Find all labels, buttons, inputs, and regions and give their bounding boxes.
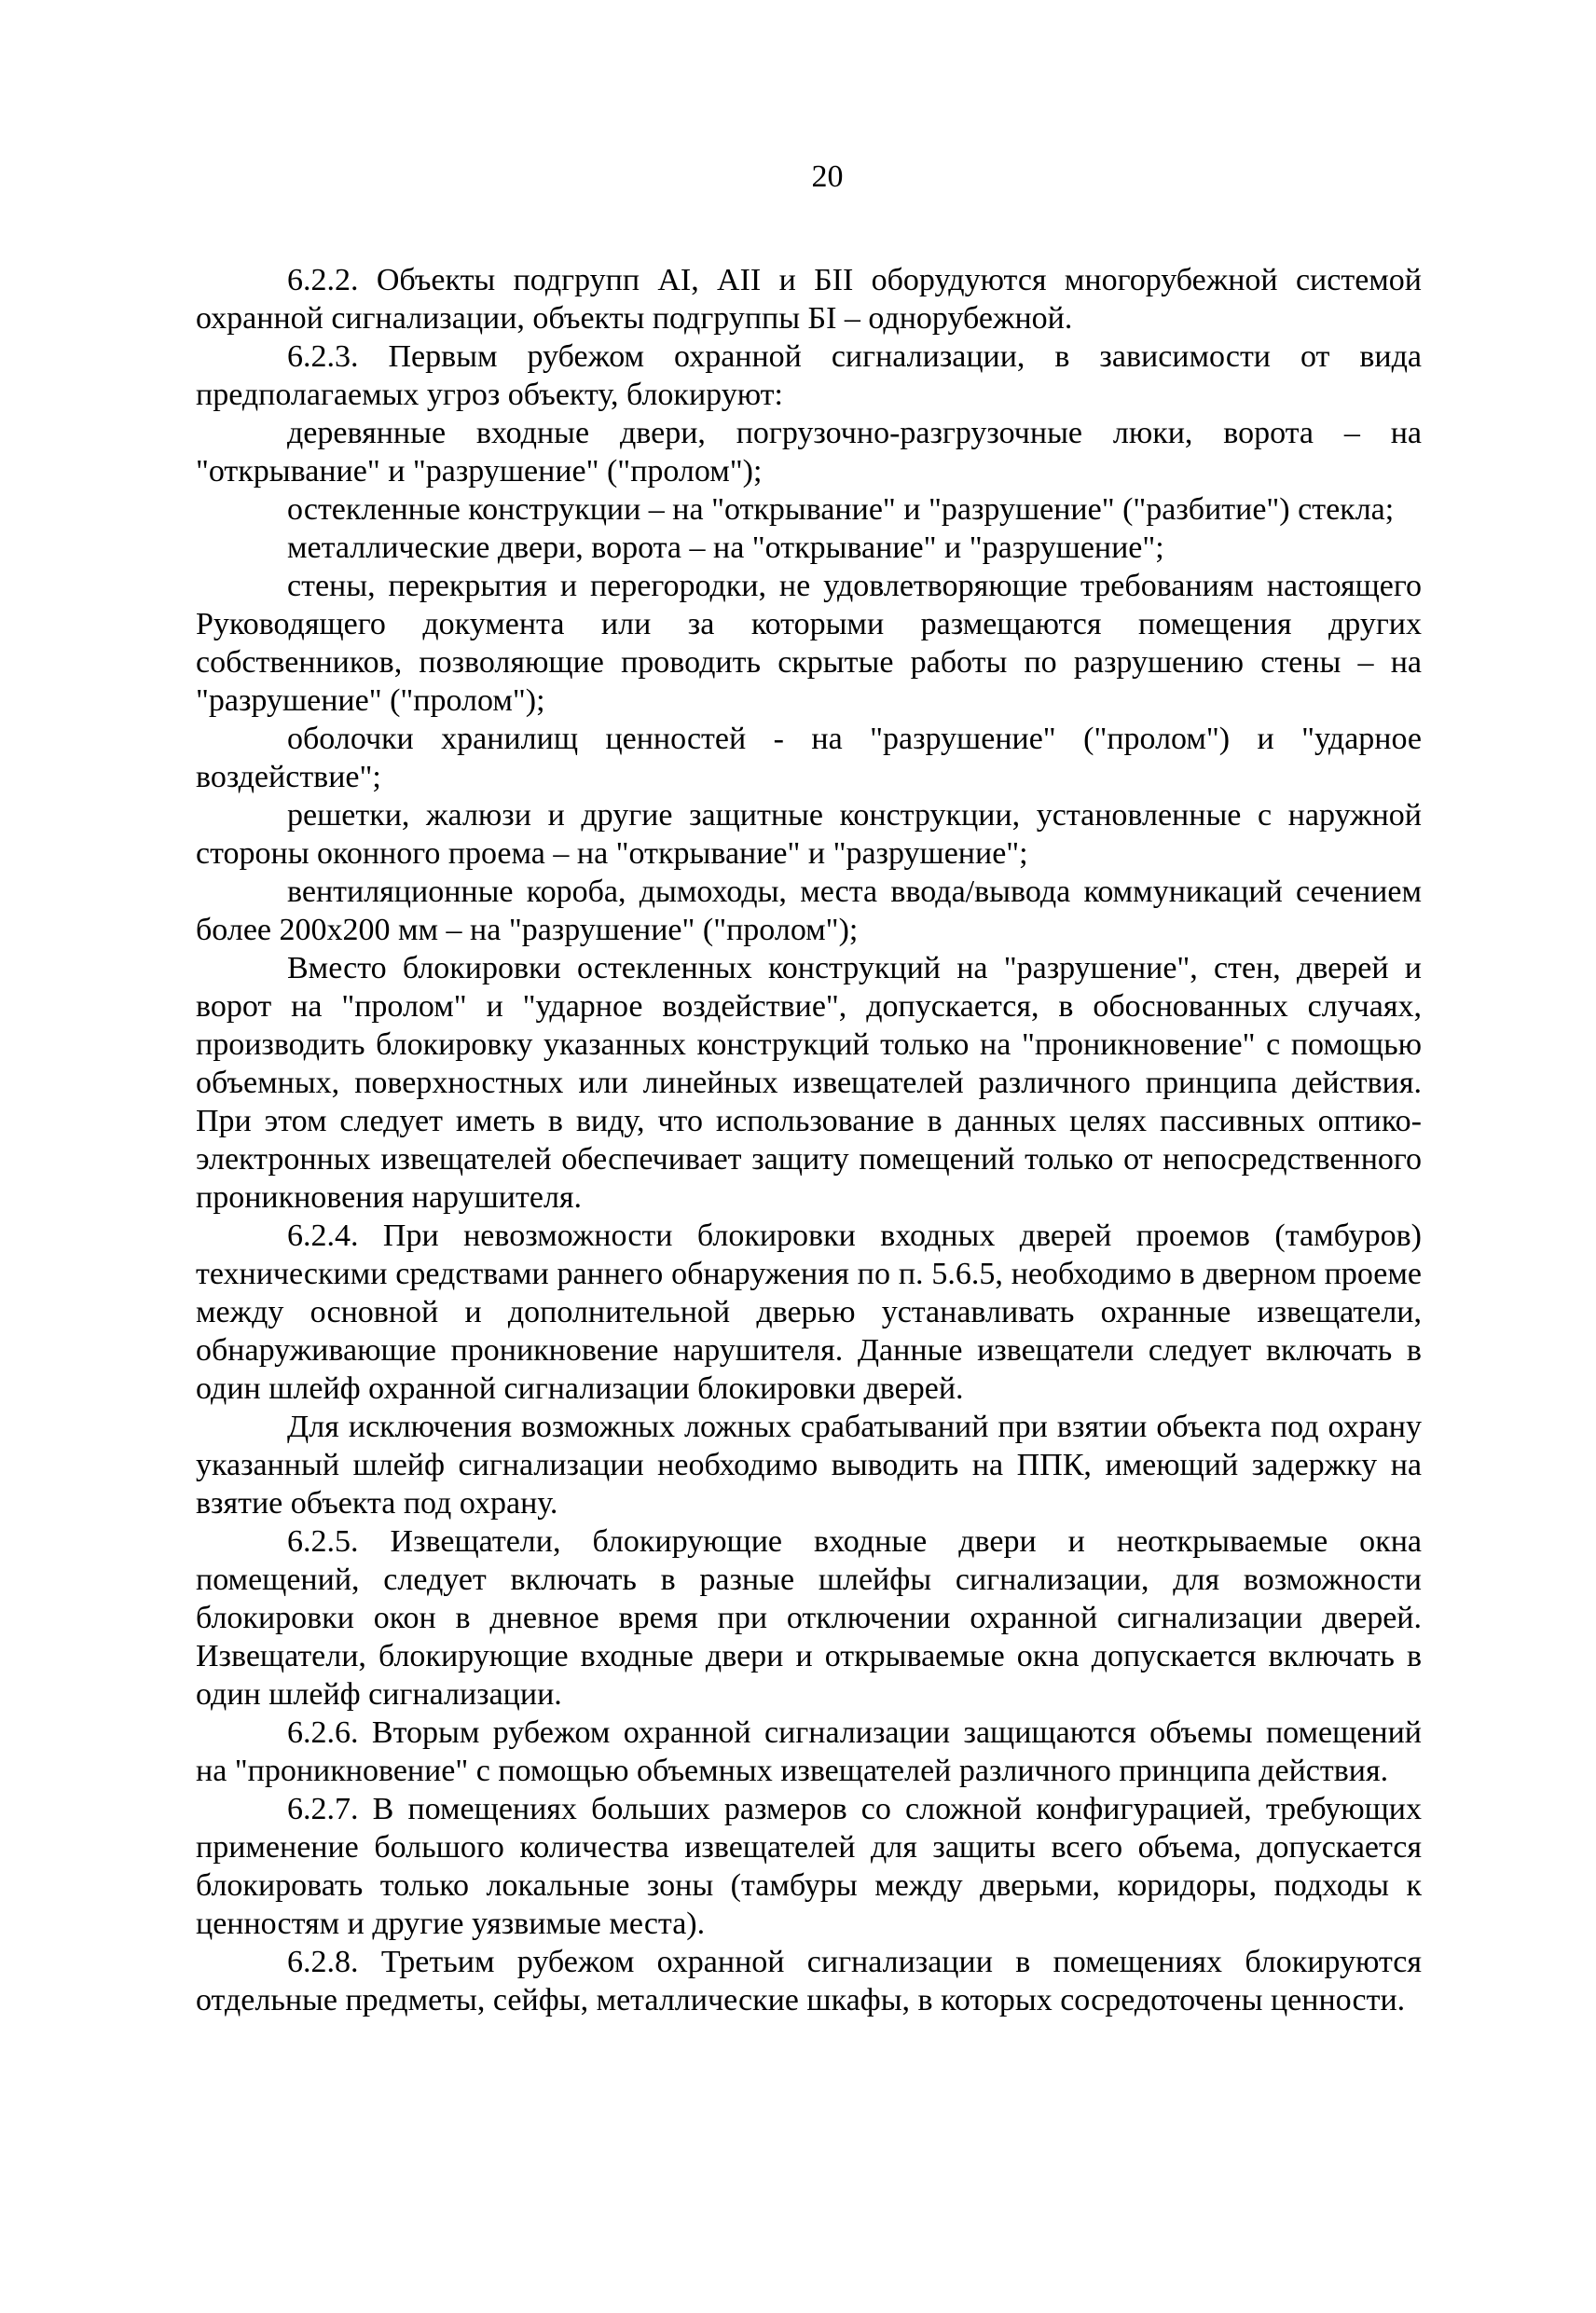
paragraph-6-2-8: 6.2.8. Третьим рубежом охранной сигнализации в помещениях блокируются отдельные предметы, сейфы, металлические шкафы, в которых сосредоточены ценности. [196, 1945, 1422, 2017]
list-item-wooden-doors: деревянные входные двери, погрузочно-разгрузочные люки, ворота – на "открывание" и "разрушение" ("пролом"); [196, 416, 1422, 489]
list-item-grilles: решетки, жалюзи и другие защитные конструкции, установленные с наружной стороны оконного проема – на "открывание" и "разрушение"; [196, 798, 1422, 871]
paragraph-6-2-5: 6.2.5. Извещатели, блокирующие входные двери и неоткрываемые окна помещений, следует включать в разные шлейфы сигнализации, для возможности блокировки окон в дневное время при отключении охранной сигнализации дверей. Извещатели, блокирующие входные двери и открываемые окна допускается включать в один шлейф сигнализации. [196, 1524, 1422, 1712]
paragraph-alternative-blocking: Вместо блокировки остекленных конструкций на "разрушение", стен, дверей и ворот на "пролом" и "ударное воздействие", допускается, в обоснованных случаях, производить блокировку указанных конструкций только на "проникновение" с помощью объемных, поверхностных или линейных извещателей различного принципа действия. При этом следует иметь в виду, что использование в данных целях пассивных оптико-электронных извещателей обеспечивает защиту помещений только от непосредственного проникновения нарушителя. [196, 951, 1422, 1215]
list-item-vault-shells: оболочки хранилищ ценностей - на "разрушение" ("пролом") и "ударное воздействие"; [196, 722, 1422, 794]
list-item-walls: стены, перекрытия и перегородки, не удовлетворяющие требованиям настоящего Руководящего документа или за которыми размещаются помещения других собственников, позволяющие проводить скрытые работы по разрушению стены – на "разрушение" ("пролом"); [196, 569, 1422, 718]
list-item-metal-doors: металлические двери, ворота – на "открывание" и "разрушение"; [287, 530, 1164, 565]
document-page [196, 158, 1422, 2019]
paragraph-6-2-4: 6.2.4. При невозможности блокировки входных дверей проемов (тамбуров) техническими средствами раннего обнаружения по п. 5.6.5, необходимо в дверном проеме между основной и дополнительной дверью устанавливать охранные извещатели, обнаруживающие проникновение нарушителя. Данные извещатели следует включать в один шлейф охранной сигнализации блокировки дверей. [196, 1218, 1422, 1406]
paragraph-6-2-7: 6.2.7. В помещениях больших размеров со сложной конфигурацией, требующих применение большого количества извещателей для защиты всего объема, допускается блокировать только локальные зоны (тамбуры между дверьми, коридоры, подходы к ценностям и другие уязвимые места). [196, 1792, 1422, 1941]
paragraph-6-2-2: 6.2.2. Объекты подгрупп АI, АII и БII оборудуются многорубежной системой охранной сигнализации, объекты подгруппы БI – однорубежной. [196, 263, 1422, 336]
page-number: 20 [811, 159, 844, 194]
paragraph-6-2-3: 6.2.3. Первым рубежом охранной сигнализации, в зависимости от вида предполагаемых угроз объекту, блокируют: [196, 339, 1422, 412]
list-item-glazed-structures: остекленные конструкции – на "открывание" и "разрушение" ("разбитие") стекла; [287, 492, 1395, 527]
paragraph-6-2-6: 6.2.6. Вторым рубежом охранной сигнализации защищаются объемы помещений на "проникновение" с помощью объемных извещателей различного принципа действия. [196, 1715, 1422, 1788]
paragraph-false-alarms: Для исключения возможных ложных срабатываний при взятии объекта под охрану указанный шлейф сигнализации необходимо выводить на ППК, имеющий задержку на взятие объекта под охрану. [196, 1410, 1422, 1521]
list-item-ventilation: вентиляционные короба, дымоходы, места ввода/вывода коммуникаций сечением более 200х200 мм – на "разрушение" ("пролом"); [196, 874, 1422, 947]
